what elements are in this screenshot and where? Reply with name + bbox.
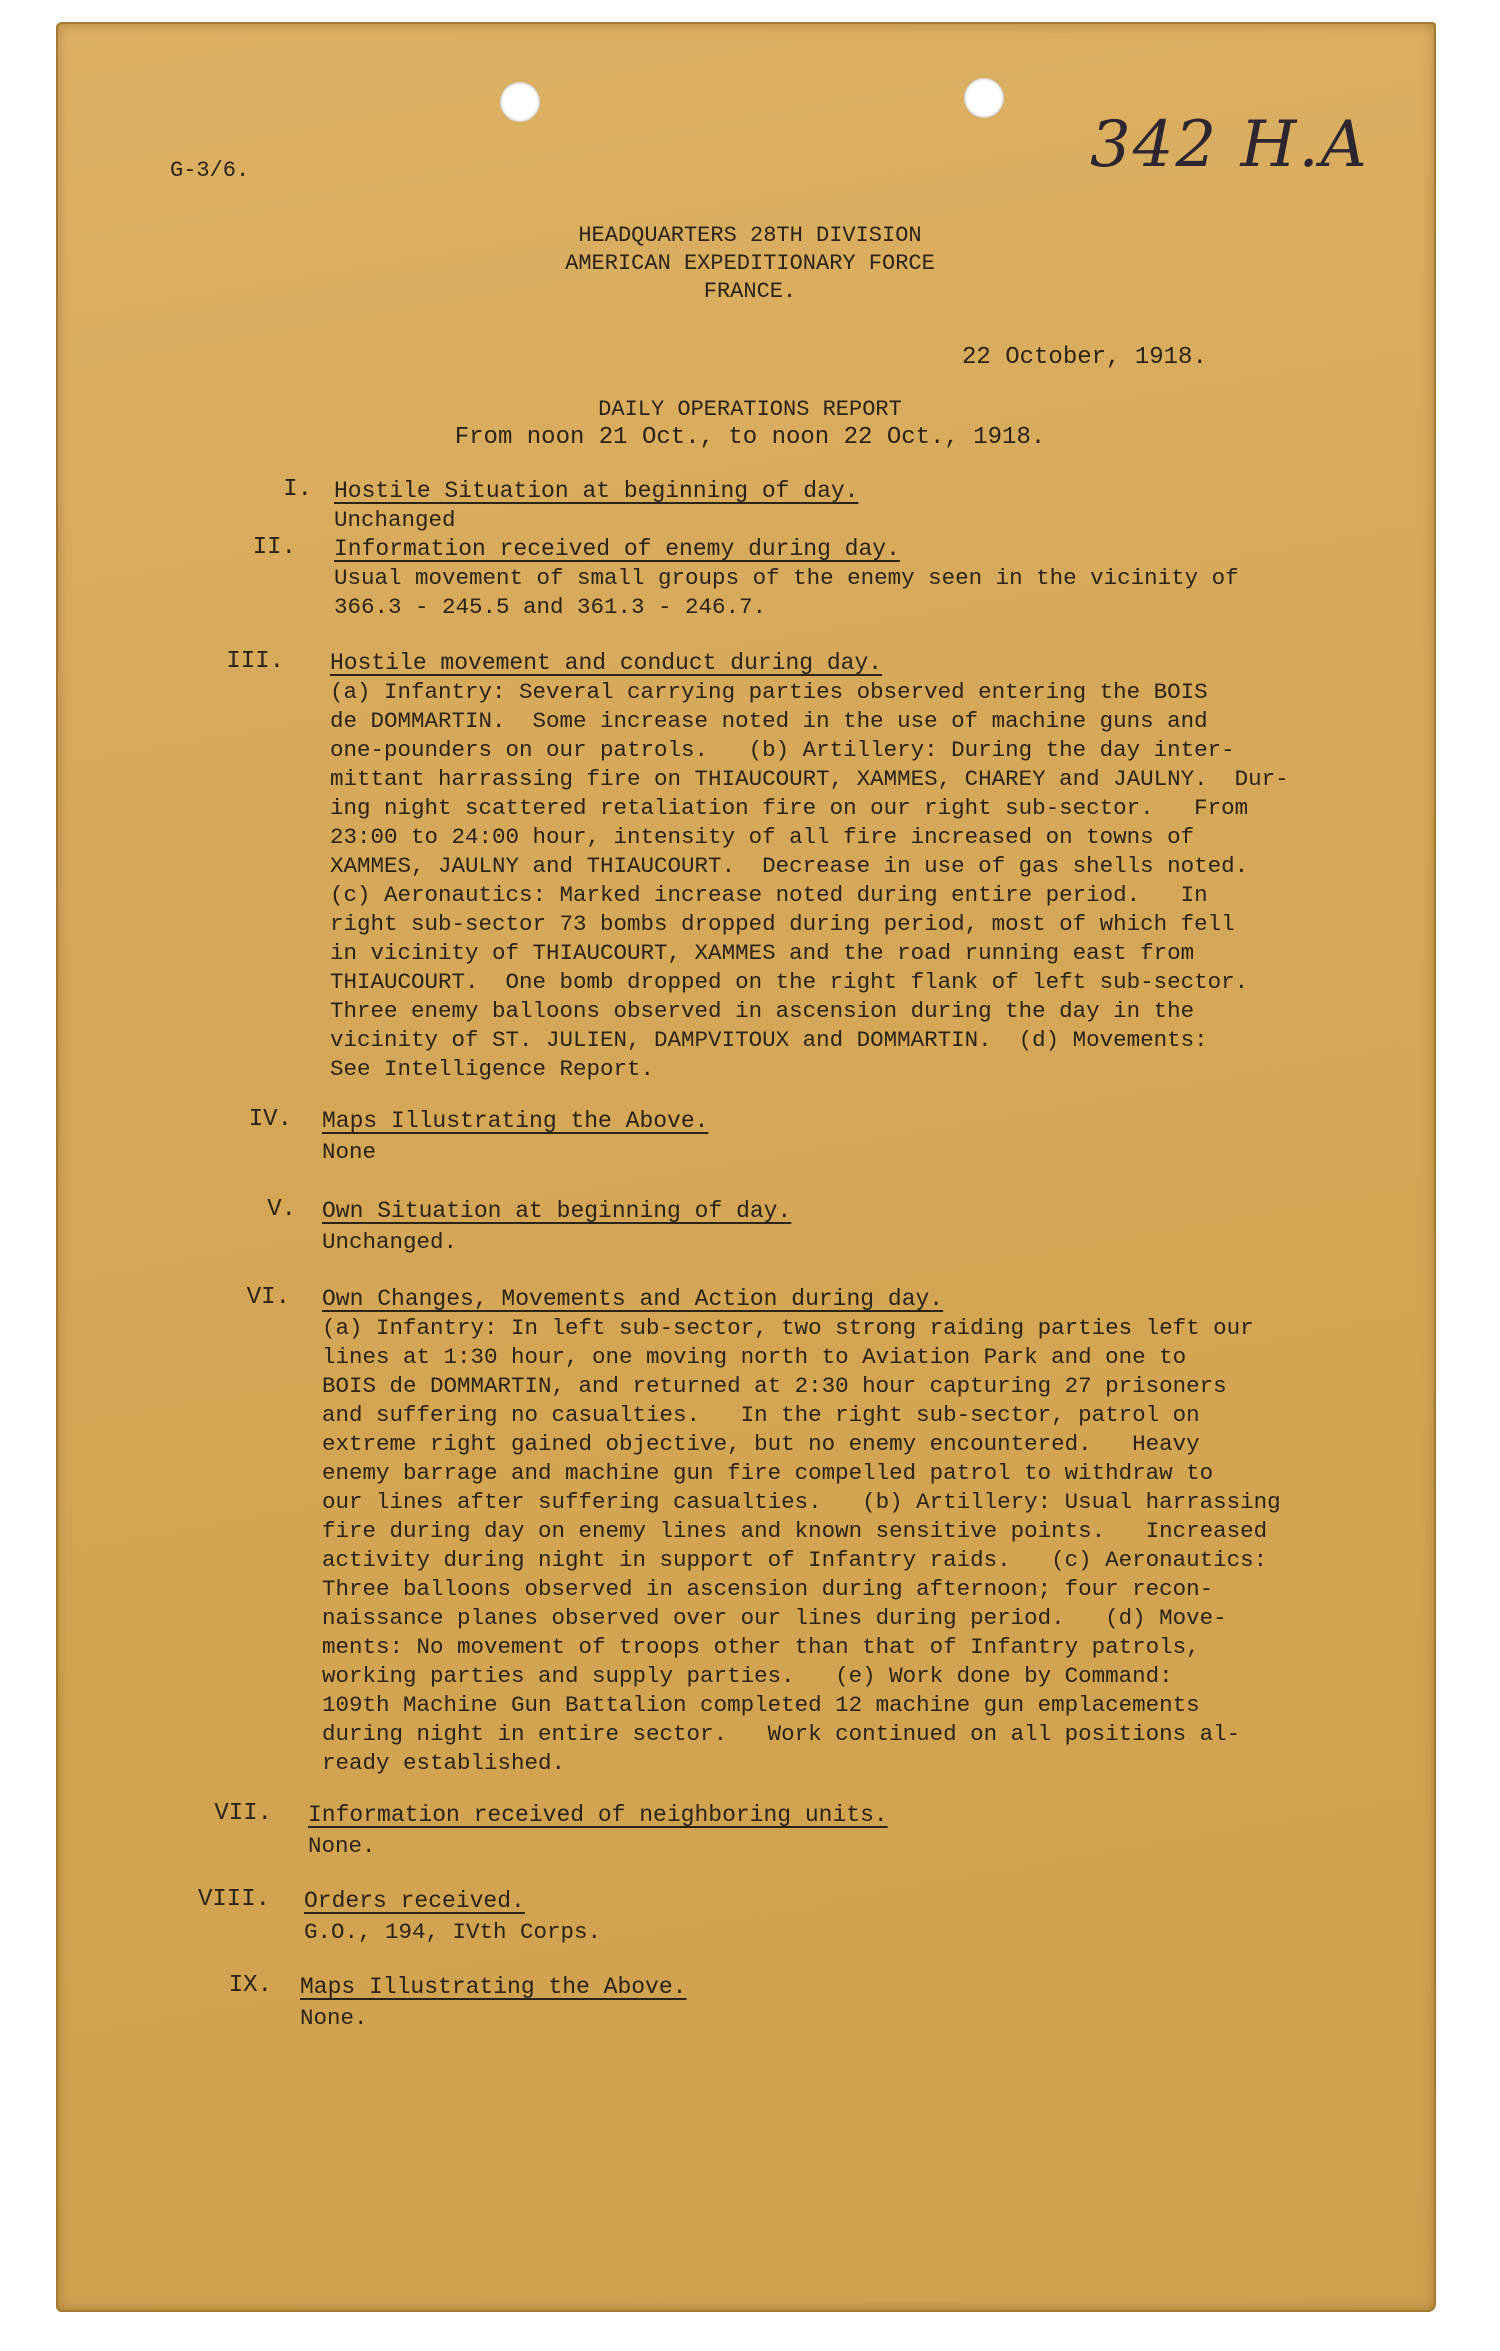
section-numeral: VI. [246,1284,290,1311]
document-page [56,22,1436,2312]
section-heading: Own Changes, Movements and Action during day. [322,1286,944,1312]
section-heading: Own Situation at beginning of day. [322,1198,792,1224]
section-body: None. [300,2005,368,2031]
section-heading: Maps Illustrating the Above. [322,1108,709,1134]
section-heading: Hostile movement and conduct during day. [330,650,883,676]
section-heading: Orders received. [304,1888,525,1914]
section-numeral: VII. [214,1800,272,1827]
section-body: Unchanged [334,507,456,533]
section-numeral: IV. [248,1106,292,1133]
section-body: G.O., 194, IVth Corps. [304,1919,602,1945]
header-line: FRANCE. [703,279,797,304]
section-body: (a) Infantry: Several carrying parties observed entering the BOIS de DOMMARTIN. Some increase noted in the use of machine guns and one-pounders on our patrols. (b) Artillery: During the day inter- mittant harrassing fire on THIAUCOURT, XAMMES, CHAREY and JAULNY. Dur- ing night scattered retaliation fire on our right sub-sector. From 23:00 to 24:00 hour, intensity of all fire increased on towns of XAMMES, JAULNY and THIAUCOURT. Decrease in use of gas shells noted. (c) Aeronautics: Marked increase noted during entire period. In right sub-sector 73 bombs dropped during period, most of which fell in vicinity of THIAUCOURT, XAMMES and the road running east from THIAUCOURT. One bomb dropped on the right flank of left sub-sector. Three enemy balloons observed in ascension during the day in the vicinity of ST. JULIEN, DAMPVITOUX and DOMMARTIN. (d) Movements: See Intelligence Report. [330,679,1289,1082]
punch-hole [964,78,1004,118]
section-heading: Information received of neighboring units. [308,1802,888,1828]
punch-hole [500,82,540,122]
section-body: None [322,1139,377,1165]
report-title: DAILY OPERATIONS REPORT [598,397,902,422]
section-heading: Hostile Situation at beginning of day. [334,478,859,504]
header-line: AMERICAN EXPEDITIONARY FORCE [565,251,935,276]
section-numeral: II. [252,534,296,561]
file-reference: G-3/6. [170,158,250,183]
section-body: Usual movement of small groups of the enemy seen in the vicinity of 366.3 - 245.5 and 361.3 - 246.7. [334,565,1239,620]
section-heading: Maps Illustrating the Above. [300,1974,687,2000]
section-body: None. [308,1833,376,1859]
section-numeral: V. [267,1196,296,1223]
section-numeral: VIII. [197,1886,270,1913]
section-numeral: I. [283,476,312,503]
section-body: (a) Infantry: In left sub-sector, two strong raiding parties left our lines at 1:30 hour, one moving north to Aviation Park and one to BOIS de DOMMARTIN, and returned at 2:30 hour capturing 27 prisoners and suffering no casualties. In the right sub-sector, patrol on extreme right gained objective, but no enemy encountered. Heavy enemy barrage and machine gun fire compelled patrol to withdraw to our lines after suffering casualties. (b) Artillery: Usual harrassing fire during day on enemy lines and known sensitive points. Increased activity during night in support of Infantry raids. (c) Aeronautics: Three balloons observed in ascension during afternoon; four recon- naissance planes observed over our lines during period. (d) Move- ments: No movement of troops other than that of Infantry patrols, working parties and supply parties. (e) Work done by Command: 109th Machine Gun Battalion completed 12 machine gun emplacements during night in entire sector. Work continued on all positions al- ready established. [322,1315,1281,1776]
report-period: From noon 21 Oct., to noon 22 Oct., 1918. [454,424,1046,451]
section-body: Unchanged. [322,1229,458,1255]
handwritten-note: 342 H.A [1090,108,1369,182]
section-numeral: IX. [228,1972,272,1999]
header-line: HEADQUARTERS 28TH DIVISION [578,223,922,248]
section-numeral: III. [226,648,284,675]
report-date: 22 October, 1918. [962,344,1207,371]
section-heading: Information received of enemy during day. [334,536,900,562]
